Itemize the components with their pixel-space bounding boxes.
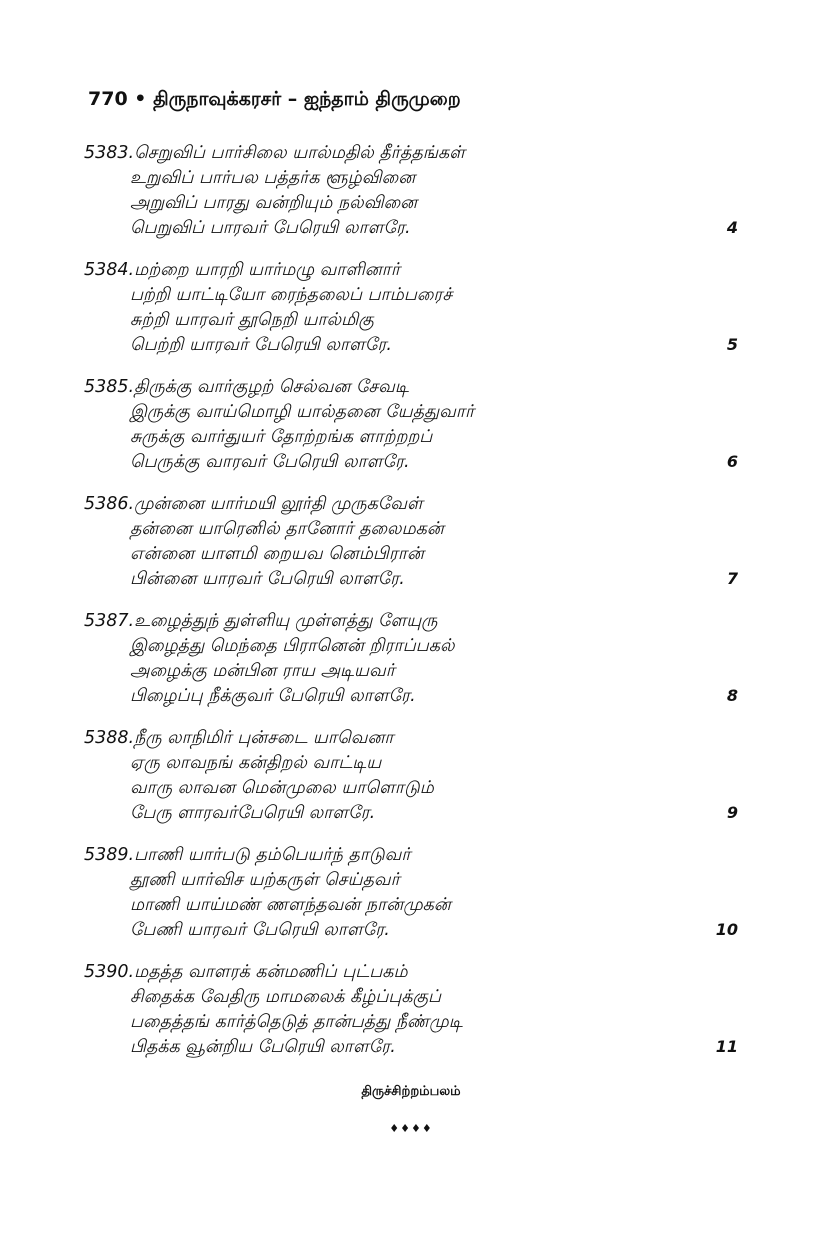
verse-text: பெறுவிப் பாரவர் பேரெயி லாளரே. bbox=[130, 218, 411, 238]
verse-block bbox=[84, 959, 744, 1076]
verse-line bbox=[130, 658, 395, 684]
verse-text: மாணி யாய்மண் ணளந்தவன் நான்முகன் bbox=[130, 895, 451, 915]
verse-text: சுருக்கு வார்துயர் தோற்றங்க ளாற்றறப் bbox=[130, 427, 433, 447]
verse-text: பெருக்கு வாரவர் பேரெயி லாளரே. bbox=[130, 452, 410, 472]
verse-number: 5388. bbox=[84, 728, 135, 748]
verse-line bbox=[130, 332, 392, 358]
verse-number: 5384. bbox=[84, 260, 135, 280]
verse-line bbox=[84, 608, 437, 634]
verse-number: 5385. bbox=[84, 377, 135, 397]
verse-line bbox=[130, 165, 415, 191]
verse-block bbox=[84, 725, 744, 842]
verse-line bbox=[84, 140, 465, 166]
verse-line bbox=[130, 566, 405, 592]
verse-text: மதத்த வாளரக் கன்மணிப் புட்பகம் bbox=[134, 962, 408, 982]
verse-text: அழைக்கு மன்பின ராய அடியவர் bbox=[130, 661, 395, 681]
verse-block bbox=[84, 257, 744, 374]
verse-line bbox=[130, 633, 455, 659]
verse-line bbox=[84, 959, 408, 985]
verse-text: பேணி யாரவர் பேரெயி லாளரே. bbox=[130, 920, 390, 940]
verse-block bbox=[84, 140, 744, 257]
verse-line bbox=[130, 307, 374, 333]
verse-line bbox=[130, 282, 452, 308]
verse-line bbox=[130, 399, 474, 425]
verse-text: பிழைப்பு நீக்குவர் பேரெயி லாளரே. bbox=[130, 686, 416, 706]
verse-line bbox=[130, 892, 451, 918]
verse-text: ஏரு லாவநங் கன்திறல் வாட்டிய bbox=[130, 753, 382, 773]
verse-text: வாரு லாவன மென்முலை யாளொடும் bbox=[130, 778, 434, 798]
verse-number: 5389. bbox=[84, 845, 135, 865]
verse-number: 5387. bbox=[84, 611, 135, 631]
stanza-number: 9 bbox=[726, 803, 738, 822]
verse-block bbox=[84, 491, 744, 608]
ornament-divider: ♦♦♦♦ bbox=[389, 1122, 433, 1135]
stanza-number: 10 bbox=[715, 920, 738, 939]
verse-text: முன்னை யார்மயி லூர்தி முருகவேள் bbox=[134, 494, 423, 514]
verse-line bbox=[84, 257, 400, 283]
verse-text: பெற்றி யாரவர் பேரெயி லாளரே. bbox=[130, 335, 392, 355]
verse-line bbox=[84, 842, 410, 868]
verse-line bbox=[130, 541, 424, 567]
page-number: 770 bbox=[88, 88, 128, 110]
verse-text: சுற்றி யாரவர் தூநெறி யால்மிகு bbox=[130, 310, 374, 330]
stanza-number: 6 bbox=[726, 452, 738, 471]
verse-block bbox=[84, 374, 744, 491]
stanza-number: 4 bbox=[726, 218, 738, 237]
verse-line bbox=[130, 750, 381, 776]
verse-text: இருக்கு வாய்மொழி யால்தனை யேத்துவார் bbox=[130, 402, 475, 422]
verse-number: 5386. bbox=[84, 494, 135, 514]
verse-block bbox=[84, 842, 744, 959]
stanza-number: 8 bbox=[726, 686, 738, 705]
stanza-number: 11 bbox=[715, 1037, 738, 1056]
verse-number: 5383. bbox=[84, 143, 135, 163]
verse-text: பிதக்க வூன்றிய பேரெயி லாளரே. bbox=[130, 1037, 396, 1057]
verse-text: பின்னை யாரவர் பேரெயி லாளரே. bbox=[130, 569, 405, 589]
verse-line bbox=[130, 917, 390, 943]
verse-text: பேரு ளாரவர்பேரெயி லாளரே. bbox=[130, 803, 376, 823]
verse-list bbox=[84, 140, 744, 1076]
verse-text: இழைத்து மெந்தை பிரானென் றிராப்பகல் bbox=[130, 636, 455, 656]
verse-line bbox=[130, 1009, 463, 1035]
verse-line bbox=[130, 775, 434, 801]
verse-text: திருக்கு வார்குழற் செல்வன சேவடி bbox=[134, 377, 409, 397]
verse-text: செறுவிப் பார்சிலை யால்மதில் தீர்த்தங்கள் bbox=[134, 143, 466, 163]
verse-line bbox=[130, 449, 410, 475]
verse-text: தன்னை யாரெனில் தானோர் தலைமகன் bbox=[130, 519, 444, 539]
verse-text: மற்றை யாரறி யார்மழு வாளினார் bbox=[134, 260, 401, 280]
verse-text: நீரு லாநிமிர் புன்சடை யாவெனா bbox=[134, 728, 394, 748]
verse-line bbox=[130, 1034, 396, 1060]
verse-text: அறுவிப் பாரது வன்றியும் நல்வினை bbox=[130, 193, 418, 213]
verse-line bbox=[130, 215, 411, 241]
verse-line bbox=[84, 725, 394, 751]
verse-text: தூணி யார்விச யற்கருள் செய்தவர் bbox=[130, 870, 400, 890]
verse-text: பதைத்தங் கார்த்தெடுத் தான்பத்து நீண்முடி bbox=[130, 1012, 463, 1032]
closing-title: திருச்சிற்றம்பலம் bbox=[361, 1084, 461, 1099]
verse-text: பற்றி யாட்டியோ ரைந்தலைப் பாம்பரைச் bbox=[130, 285, 453, 305]
page-header bbox=[88, 88, 461, 113]
verse-line bbox=[130, 190, 417, 216]
stanza-number: 5 bbox=[726, 335, 738, 354]
verse-text: உழைத்துந் துள்ளியு முள்ளத்து ளேயுரு bbox=[134, 611, 438, 631]
verse-number: 5390. bbox=[84, 962, 135, 982]
verse-text: சிதைக்க வேதிரு மாமலைக் கீழ்ப்புக்குப் bbox=[130, 987, 442, 1007]
verse-line bbox=[84, 374, 409, 400]
verse-text: என்னை யாளமி றையவ னெம்பிரான் bbox=[130, 544, 425, 564]
verse-block bbox=[84, 608, 744, 725]
page-title: திருநாவுக்கரசர் – ஐந்தாம் திருமுறை bbox=[153, 88, 461, 110]
verse-line bbox=[130, 984, 441, 1010]
verse-text: உறுவிப் பார்பல பத்தர்க ளூழ்வினை bbox=[130, 168, 416, 188]
verse-line bbox=[130, 516, 444, 542]
stanza-number: 7 bbox=[726, 569, 738, 588]
verse-line bbox=[130, 867, 400, 893]
header-bullet: • bbox=[134, 88, 147, 110]
verse-line bbox=[130, 424, 432, 450]
verse-line bbox=[84, 491, 423, 517]
verse-line bbox=[130, 800, 375, 826]
verse-line bbox=[130, 683, 416, 709]
verse-text: பாணி யார்படு தம்பெயர்ந் தாடுவர் bbox=[134, 845, 411, 865]
